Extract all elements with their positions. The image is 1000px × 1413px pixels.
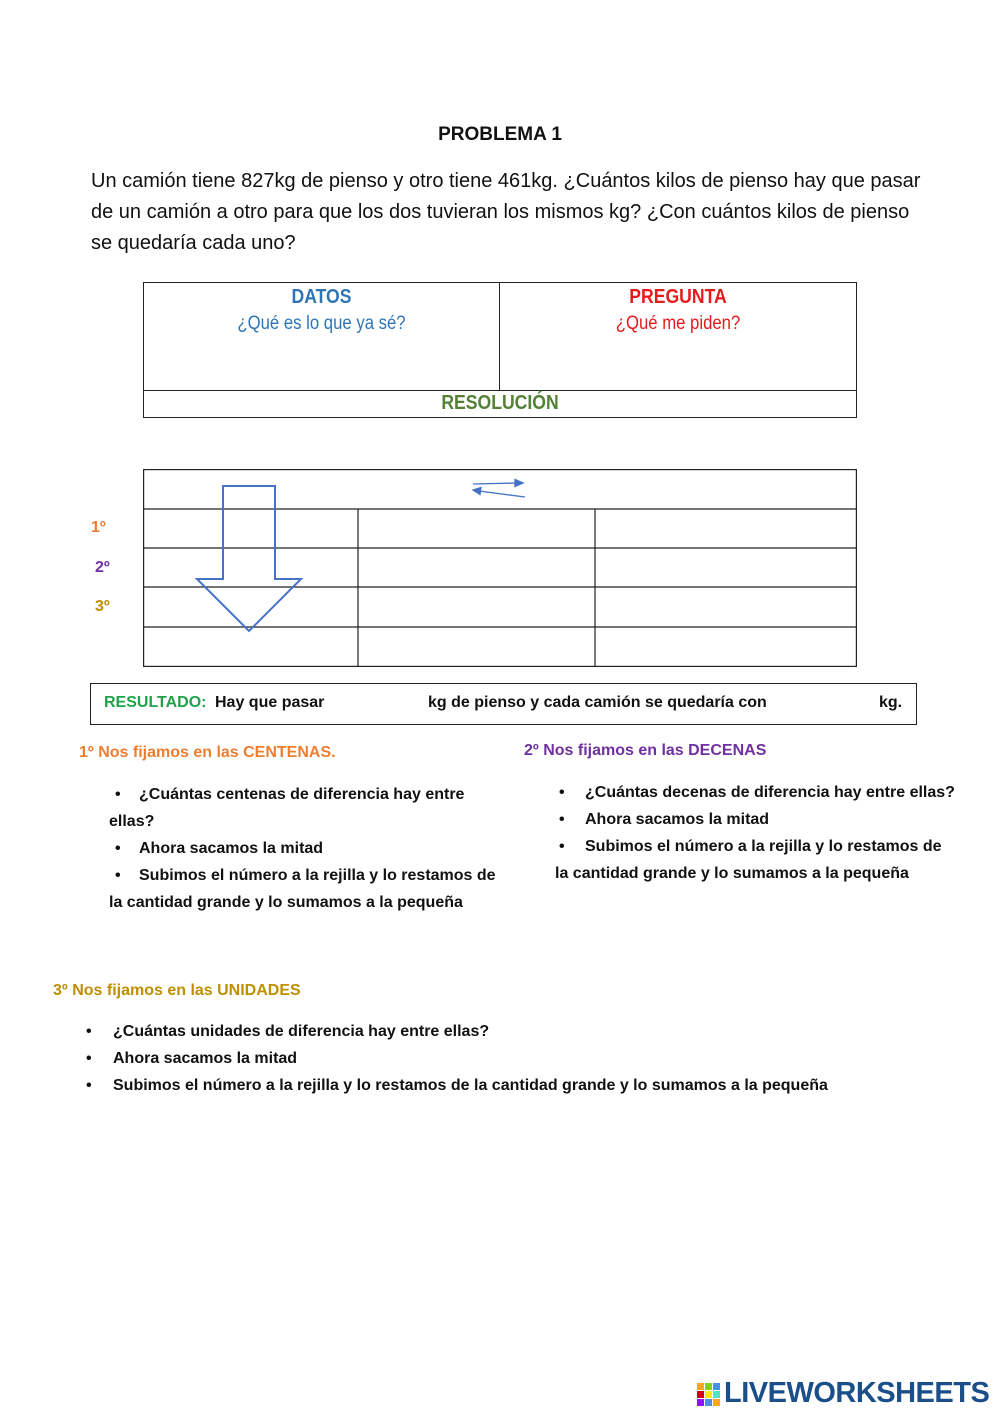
pregunta-heading: PREGUNTA	[629, 286, 727, 308]
datos-pregunta-table	[143, 282, 857, 418]
list-item	[86, 1045, 966, 1072]
pregunta-cell[interactable]	[500, 283, 856, 390]
result-text-2: kg de pienso y cada camión se quedaría con	[428, 694, 767, 711]
result-text-3: kg.	[879, 694, 903, 711]
list-item-text: Subimos el número a la rejilla y lo restamos de la cantidad grande y lo sumamos a la pequeña	[109, 867, 496, 911]
list-item-text: Subimos el número a la rejilla y lo restamos de la cantidad grande y lo sumamos a la pequeña	[555, 838, 942, 882]
grid-lines	[143, 470, 857, 667]
list-item-text: Ahora sacamos la mitad	[113, 1050, 298, 1067]
pregunta-question: ¿Qué me piden?	[615, 313, 741, 334]
list-item	[555, 833, 955, 887]
resolucion-row	[144, 390, 856, 417]
bullet-icon: •	[559, 784, 565, 801]
list-item	[86, 1018, 966, 1045]
list-item	[555, 779, 955, 806]
row-label-2: 2º	[95, 559, 110, 576]
step-centenas-list	[109, 781, 509, 916]
datos-question: ¿Qué es lo que ya sé?	[237, 313, 406, 334]
list-item	[109, 835, 509, 862]
logo-text: LIVEWORKSHEETS	[724, 1377, 990, 1409]
down-arrow-icon	[197, 486, 301, 631]
datos-cell[interactable]	[144, 283, 500, 390]
problem-statement: Un camión tiene 827kg de pienso y otro tiene 461kg. ¿Cuántos kilos de pienso hay que pasar de un camión a otro para que los dos tuvieran los mismos kg? ¿Con cuántos kilos de pienso se quedaría cada uno?	[91, 170, 921, 254]
step-decenas-list	[555, 779, 955, 887]
list-item	[109, 781, 509, 835]
bullet-icon: •	[86, 1023, 92, 1040]
row-label-3: 3º	[95, 598, 110, 615]
page-title: PROBLEMA 1	[438, 124, 562, 145]
bullet-icon: •	[86, 1077, 92, 1094]
row-label-1: 1º	[91, 519, 106, 536]
result-label: RESULTADO:	[104, 694, 207, 711]
exchange-arrows-icon	[473, 480, 525, 498]
bullet-icon: •	[115, 840, 121, 857]
datos-heading: DATOS	[291, 286, 352, 308]
result-box	[90, 683, 917, 725]
step-decenas-heading: 2º Nos fijamos en las DECENAS	[524, 742, 767, 759]
resolucion-heading: RESOLUCIÓN	[441, 392, 559, 414]
bullet-icon: •	[559, 838, 565, 855]
list-item-text: ¿Cuántas centenas de diferencia hay entre ellas?	[109, 786, 465, 830]
step-unidades-list	[86, 1018, 966, 1099]
result-text-1: Hay que pasar	[215, 694, 325, 711]
list-item-text: Ahora sacamos la mitad	[585, 811, 770, 828]
bullet-icon: •	[86, 1050, 92, 1067]
bullet-icon: •	[559, 811, 565, 828]
logo-icon	[697, 1379, 721, 1411]
bullet-icon: •	[115, 867, 121, 884]
resolution-grid	[143, 469, 857, 667]
list-item-text: Subimos el número a la rejilla y lo restamos de la cantidad grande y lo sumamos a la pequeña	[113, 1077, 828, 1094]
list-item	[86, 1072, 966, 1099]
bullet-icon: •	[115, 786, 121, 803]
list-item	[555, 806, 955, 833]
list-item-text: ¿Cuántas decenas de diferencia hay entre ellas?	[585, 784, 955, 801]
list-item	[109, 862, 509, 916]
list-item-text: Ahora sacamos la mitad	[139, 840, 324, 857]
step-unidades-heading: 3º Nos fijamos en las UNIDADES	[53, 982, 301, 999]
list-item-text: ¿Cuántas unidades de diferencia hay entre ellas?	[113, 1023, 490, 1040]
step-centenas-heading: 1º Nos fijamos en las CENTENAS.	[79, 744, 336, 761]
